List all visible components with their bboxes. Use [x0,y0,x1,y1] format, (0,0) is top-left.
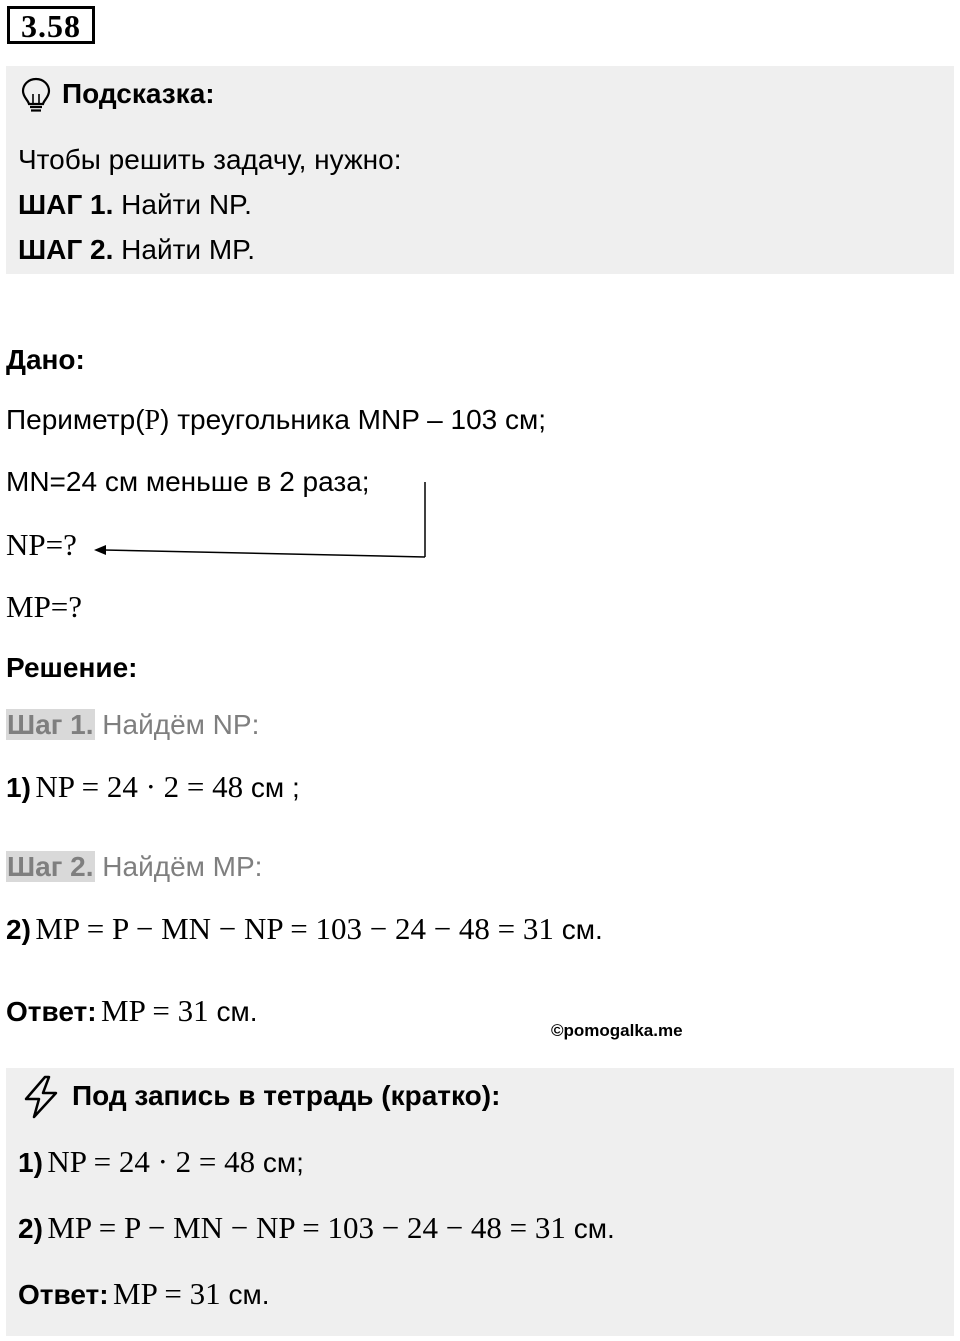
hint-step-1-label: ШАГ 1. [18,189,114,220]
hint-title: Подсказка: [62,78,215,109]
solution-line-1 [6,769,300,805]
perimeter-pre: Периметр( [6,404,145,435]
notebook-answer [18,1276,269,1312]
given-mn: MN=24 см меньше в 2 раза; [6,466,370,497]
answer-unit: см. [208,996,258,1027]
notebook-line-1-formula: NP = 24 · 2 = 48 [47,1144,256,1179]
lightbulb-icon [20,76,52,114]
perimeter-var: P [144,405,161,436]
notebook-line-2-number: 2) [18,1213,43,1244]
task-number: 3.58 [7,6,95,44]
step-1-text: Найдём NP: [94,709,260,740]
solution-line-2 [6,911,603,947]
step-1-label: Шаг 1. [7,709,94,740]
perimeter-post: ) треугольника MNP – 103 см; [160,404,547,435]
hint-step-1 [18,189,252,221]
notebook-line-2-unit: см. [565,1213,615,1244]
hint-step-2-text: Найти MP. [113,234,256,265]
step-2-label: Шаг 2. [7,851,94,882]
given-mp: MP=? [6,589,83,624]
line-1-number: 1) [6,772,31,803]
solution-step-2 [6,851,262,883]
answer-label: Ответ: [6,996,97,1027]
given-heading: Дано: [6,344,85,375]
notebook-answer-formula: MP = 31 [113,1276,221,1311]
line-2-formula: MP = P − MN − NP = 103 − 24 − 48 = 31 [35,911,554,946]
given-np: NP=? [6,527,77,562]
lightning-icon [20,1074,62,1120]
solution-heading: Решение: [6,652,138,683]
hint-step-2 [18,234,255,266]
notebook-answer-unit: см. [220,1279,270,1310]
notebook-line-1 [18,1144,304,1180]
notebook-line-2-formula: MP = P − MN − NP = 103 − 24 − 48 = 31 [47,1210,566,1245]
step-2-text: Найдём MP: [94,851,263,882]
notebook-title: Под запись в тетрадь (кратко): [72,1080,501,1111]
notebook-line-2 [18,1210,615,1246]
hint-step-2-label: ШАГ 2. [18,234,114,265]
notebook-line-1-number: 1) [18,1147,43,1178]
hint-step-1-text: Найти NP. [113,189,252,220]
line-2-unit: см. [553,914,603,945]
line-1-formula: NP = 24 · 2 = 48 [35,769,244,804]
given-perimeter [6,404,546,437]
notebook-answer-label: Ответ: [18,1279,109,1310]
watermark: ©pomogalka.me [551,1021,683,1040]
hint-intro: Чтобы решить задачу, нужно: [18,144,402,175]
solution-step-1 [6,709,259,741]
relation-arrow [90,480,435,565]
answer-formula: MP = 31 [101,993,209,1028]
line-1-unit: см ; [243,772,300,803]
notebook-line-1-unit: см; [255,1147,304,1178]
solution-answer [6,993,257,1029]
line-2-number: 2) [6,914,31,945]
